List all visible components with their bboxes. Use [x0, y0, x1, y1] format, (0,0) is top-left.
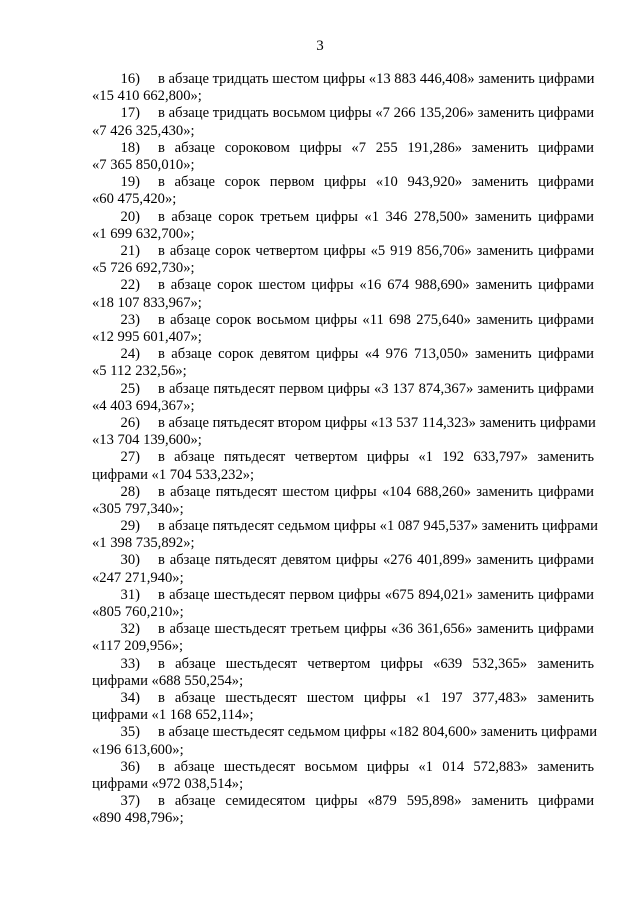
list-item-first-line [92, 690, 594, 707]
list-item-continuation: «305 797,340»; [92, 500, 184, 517]
list-item [92, 690, 594, 724]
list-item-continuation: «12 995 601,407»; [92, 328, 202, 345]
list-item [92, 277, 594, 311]
amendment-list [92, 71, 598, 828]
list-item [92, 552, 594, 586]
list-item-text: в абзаце сорок шестом цифры «16 674 988,690» заменить цифрами [158, 277, 594, 294]
list-item-number: 24) [120, 346, 140, 363]
list-item [92, 174, 594, 208]
list-item [92, 209, 594, 243]
list-item [92, 759, 594, 793]
list-item-text: в абзаце шестьдесят третьем цифры «36 361,656» заменить цифрами [158, 621, 594, 638]
list-item-first-line [92, 209, 594, 226]
list-item-text: в абзаце пятьдесят девятом цифры «276 401,899» заменить цифрами [158, 552, 594, 569]
list-item-continuation: «1 398 735,892»; [92, 535, 195, 552]
list-item-continuation: «805 760,210»; [92, 604, 184, 621]
list-item-number: 17) [120, 105, 140, 122]
list-item-continuation: «117 209,956»; [92, 638, 184, 655]
list-item-text: в абзаце шестьдесят седьмом цифры «182 804,600» заменить цифрами [158, 724, 598, 741]
list-item [92, 71, 594, 105]
list-item-number: 30) [120, 552, 140, 569]
list-item-continuation: «7 426 325,430»; [92, 122, 195, 139]
list-item-first-line [92, 724, 598, 741]
page-number: 3 [316, 38, 324, 54]
list-item-first-line [92, 518, 598, 535]
list-item-continuation: «15 410 662,800»; [92, 88, 202, 105]
list-item-text: в абзаце сорок девятом цифры «4 976 713,050» заменить цифрами [158, 346, 594, 363]
list-item-number: 26) [120, 414, 140, 431]
list-item [92, 656, 594, 690]
list-item-text: в абзаце пятьдесят четвертом цифры «1 192 633,797» заменить [158, 449, 594, 466]
list-item-continuation: цифрами «1 168 652,114»; [92, 707, 254, 724]
list-item-first-line [92, 105, 594, 122]
list-item-text: в абзаце сорок четвертом цифры «5 919 856,706» заменить цифрами [158, 242, 594, 259]
list-item-text: в абзаце сороковом цифры «7 255 191,286» заменить цифрами [158, 139, 594, 156]
list-item-text: в абзаце пятьдесят первом цифры «3 137 874,367» заменить цифрами [158, 380, 594, 397]
list-item-number: 33) [120, 655, 140, 672]
list-item-text: в абзаце шестьдесят восьмом цифры «1 014 572,883» заменить [158, 758, 594, 775]
list-item-number: 16) [120, 71, 140, 87]
list-item-text: в абзаце сорок первом цифры «10 943,920» заменить цифрами [158, 174, 594, 191]
list-item-first-line [92, 71, 594, 88]
list-item-text: в абзаце шестьдесят шестом цифры «1 197 377,483» заменить [158, 690, 594, 707]
list-item-number: 35) [120, 724, 140, 741]
list-item-number: 22) [120, 277, 140, 294]
list-item-text: в абзаце семидесятом цифры «879 595,898» заменить цифрами [158, 793, 594, 810]
list-item-number: 19) [120, 174, 140, 191]
list-item-first-line [92, 621, 594, 638]
list-item-text: в абзаце сорок третьем цифры «1 346 278,500» заменить цифрами [158, 208, 594, 225]
list-item-continuation: «60 475,420»; [92, 191, 177, 208]
list-item [92, 518, 598, 552]
list-item-text: в абзаце пятьдесят втором цифры «13 537 114,323» заменить цифрами [158, 414, 596, 431]
list-item-number: 23) [120, 311, 140, 328]
list-item [92, 484, 594, 518]
list-item-first-line [92, 656, 594, 673]
list-item-continuation: цифрами «972 038,514»; [92, 776, 244, 793]
list-item-first-line [92, 140, 594, 157]
list-item-number: 27) [120, 449, 140, 466]
list-item-first-line [92, 174, 594, 191]
list-item-text: в абзаце тридцать шестом цифры «13 883 446,408» заменить цифрами [158, 71, 595, 87]
list-item-text: в абзаце шестьдесят четвертом цифры «639 532,365» заменить [158, 655, 594, 672]
list-item-continuation: «5 112 232,56»; [92, 363, 187, 380]
list-item [92, 381, 594, 415]
list-item-number: 28) [120, 483, 140, 500]
list-item-first-line [92, 587, 594, 604]
list-item-continuation: «4 403 694,367»; [92, 397, 195, 414]
list-item-continuation: «247 271,940»; [92, 569, 184, 586]
list-item [92, 415, 594, 449]
list-item-first-line [92, 277, 594, 294]
list-item-number: 20) [120, 208, 140, 225]
list-item-first-line [92, 484, 594, 501]
list-item [92, 621, 594, 655]
list-item-first-line [92, 243, 594, 260]
list-item [92, 105, 594, 139]
list-item-continuation: «1 699 632,700»; [92, 225, 195, 242]
list-item-text: в абзаце пятьдесят шестом цифры «104 688,260» заменить цифрами [158, 483, 594, 500]
list-item-continuation: «196 613,600»; [92, 741, 184, 758]
list-item-text: в абзаце пятьдесят седьмом цифры «1 087 945,537» заменить цифрами [158, 518, 598, 535]
list-item-continuation: «13 704 139,600»; [92, 432, 202, 449]
list-item-number: 18) [120, 139, 140, 156]
list-item-first-line [92, 312, 594, 329]
list-item-continuation: «5 726 692,730»; [92, 260, 195, 277]
list-item-continuation: «890 498,796»; [92, 810, 184, 827]
list-item [92, 140, 594, 174]
list-item-continuation: «18 107 833,967»; [92, 294, 202, 311]
list-item-first-line [92, 793, 594, 810]
list-item [92, 346, 594, 380]
list-item-number: 32) [120, 621, 140, 638]
list-item-first-line [92, 346, 594, 363]
list-item-number: 21) [120, 242, 140, 259]
list-item-number: 34) [120, 690, 140, 707]
list-item-first-line [92, 759, 594, 776]
list-item [92, 724, 598, 758]
list-item-first-line [92, 449, 594, 466]
list-item-number: 36) [120, 758, 140, 775]
list-item [92, 793, 594, 827]
list-item-continuation: цифрами «688 550,254»; [92, 672, 244, 689]
list-item [92, 449, 594, 483]
list-item-number: 37) [120, 793, 140, 810]
list-item-number: 31) [120, 586, 140, 603]
list-item-first-line [92, 552, 594, 569]
list-item [92, 587, 594, 621]
list-item-first-line [92, 381, 594, 398]
list-item-first-line [92, 415, 594, 432]
list-item-continuation: «7 365 850,010»; [92, 156, 195, 173]
list-item-text: в абзаце тридцать восьмом цифры «7 266 135,206» заменить цифрами [158, 105, 594, 122]
list-item [92, 312, 594, 346]
list-item-text: в абзаце шестьдесят первом цифры «675 894,021» заменить цифрами [158, 586, 594, 603]
list-item [92, 243, 594, 277]
list-item-number: 29) [120, 518, 140, 535]
list-item-continuation: цифрами «1 704 533,232»; [92, 466, 255, 483]
list-item-text: в абзаце сорок восьмом цифры «11 698 275,640» заменить цифрами [158, 311, 594, 328]
list-item-number: 25) [120, 380, 140, 397]
